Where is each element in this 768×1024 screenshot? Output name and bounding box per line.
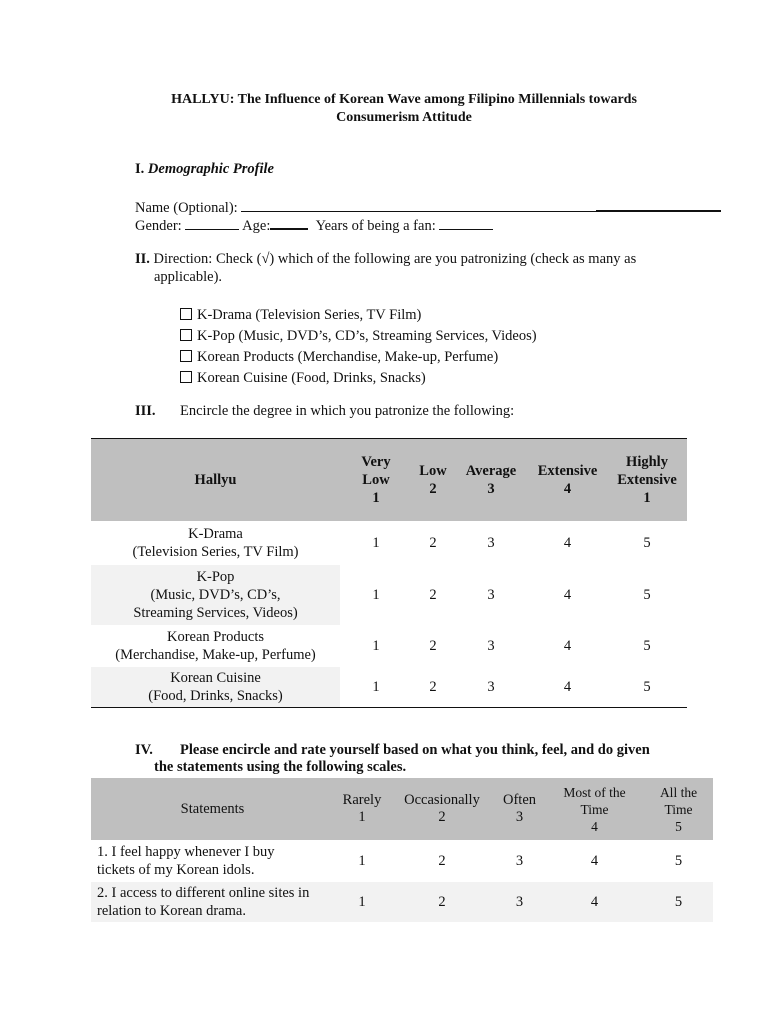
rating-cell[interactable]: 4: [563, 535, 572, 551]
rating-cell[interactable]: 3: [487, 638, 495, 654]
name-row: [135, 197, 721, 217]
checkbox-icon[interactable]: [180, 308, 192, 320]
statement-cell: 2. I access to different online sites in relation to Korean drama.: [91, 882, 334, 922]
header-hallyu: Hallyu: [91, 439, 340, 522]
rating-cell[interactable]: 3: [494, 882, 545, 922]
direction-line-1: Direction: Check (√) which of the following are you patronizing (check as many as: [153, 251, 637, 267]
rating-cell[interactable]: 3: [515, 853, 524, 869]
rating-cell[interactable]: 4: [590, 853, 599, 869]
rating-cell[interactable]: 3: [487, 587, 495, 603]
section-4-heading: [135, 742, 695, 776]
header-all-the-time: All the Time 5: [644, 778, 713, 840]
row-label: K-Pop (Music, DVD’s, CD’s, Streaming Services, Videos): [91, 565, 340, 625]
rating-cell[interactable]: 1: [372, 587, 380, 603]
checkbox-item[interactable]: [180, 326, 537, 347]
checkbox-item[interactable]: [180, 368, 537, 389]
table-row: [91, 882, 713, 922]
rating-cell[interactable]: 2: [429, 638, 437, 654]
rating-cell[interactable]: 5: [674, 853, 683, 869]
document-title: [100, 91, 708, 127]
rating-cell[interactable]: 1: [358, 853, 366, 869]
header-most-of-the-time: Most of the Time 4: [545, 778, 644, 840]
direction-line-2: applicable).: [154, 269, 223, 285]
row-label: Korean Products (Merchandise, Make-up, Perfume): [115, 629, 316, 663]
checkbox-label: K-Pop (Music, DVD’s, CD’s, Streaming Services, Videos): [197, 328, 537, 344]
section-4-number: IV.: [135, 742, 153, 758]
rating-cell[interactable]: 4: [563, 678, 572, 695]
rating-cell[interactable]: 4: [563, 638, 572, 654]
table-row: [91, 840, 713, 882]
rating-cell[interactable]: 5: [643, 535, 651, 551]
rating-cell[interactable]: 5: [643, 678, 651, 695]
header-average: Average 3: [454, 439, 528, 522]
name-field[interactable]: [241, 198, 596, 212]
rating-cell[interactable]: 5: [644, 882, 713, 922]
rating-cell[interactable]: 4: [563, 587, 572, 603]
rating-cell[interactable]: 5: [643, 638, 651, 654]
rating-cell[interactable]: 4: [545, 882, 644, 922]
rating-cell[interactable]: 3: [487, 535, 495, 551]
table-header-row: [91, 439, 687, 522]
title-line-1: HALLYU: The Influence of Korean Wave among Filipino Millennials towards: [171, 92, 637, 107]
section-3-number: III.: [135, 403, 156, 419]
header-occasionally: Occasionally 2: [390, 778, 494, 840]
rating-cell[interactable]: 2: [438, 853, 446, 869]
patronize-table: [91, 438, 687, 708]
rating-cell[interactable]: 5: [643, 587, 651, 603]
rating-cell[interactable]: 2: [390, 882, 494, 922]
header-extensive: Extensive 4: [528, 439, 607, 522]
header-low: Low 2: [412, 439, 454, 522]
row-label: K-Drama (Television Series, TV Film): [132, 526, 299, 560]
row-label: Korean Cuisine (Food, Drinks, Snacks): [91, 667, 340, 707]
header-statements: Statements: [91, 778, 334, 840]
rating-cell[interactable]: 2: [429, 678, 437, 695]
statement-cell: 1. I feel happy whenever I buy tickets of my Korean idols.: [97, 844, 275, 878]
rating-cell[interactable]: 2: [429, 535, 437, 551]
rating-cell[interactable]: 1: [372, 678, 380, 695]
section-4-line-1: Please encircle and rate yourself based on what you think, feel, and do given: [180, 742, 650, 758]
section-1-title: Demographic Profile: [147, 161, 274, 177]
title-line-2: Consumerism Attitude: [336, 110, 472, 125]
checkbox-list: [180, 305, 537, 389]
rating-cell[interactable]: 2: [429, 587, 437, 603]
section-3-heading: [135, 403, 514, 420]
rating-cell[interactable]: 1: [334, 882, 390, 922]
name-field-ext[interactable]: [596, 197, 721, 212]
table-row: [91, 625, 687, 667]
rating-table: [91, 778, 713, 922]
checkbox-icon[interactable]: [180, 329, 192, 341]
rating-cell[interactable]: 1: [372, 535, 380, 551]
years-field[interactable]: [439, 216, 493, 230]
section-4-line-2: the statements using the following scales.: [154, 759, 407, 775]
section-1-heading: [135, 161, 274, 178]
table-row: [91, 667, 687, 707]
checkbox-item[interactable]: [180, 305, 537, 326]
table-row: [91, 565, 687, 625]
years-label: Years of being a fan:: [315, 218, 436, 234]
header-highly-extensive: Highly Extensive 1: [607, 439, 687, 522]
checkbox-label: Korean Cuisine (Food, Drinks, Snacks): [197, 370, 426, 386]
age-field[interactable]: [270, 215, 308, 230]
header-very-low: Very Low 1: [340, 439, 412, 522]
age-label: Age:: [242, 218, 271, 234]
rating-cell[interactable]: 3: [487, 678, 495, 695]
section-2-number: II.: [135, 251, 150, 267]
rating-cell[interactable]: 1: [372, 638, 380, 654]
checkbox-icon[interactable]: [180, 371, 192, 383]
section-1-number: I.: [135, 161, 145, 177]
section-3-text: Encircle the degree in which you patronize the following:: [180, 403, 515, 419]
name-label: Name (Optional):: [135, 200, 238, 216]
table-row: [91, 521, 687, 565]
gender-label: Gender:: [135, 218, 182, 234]
table-header-row: [91, 778, 713, 840]
section-2-direction: [135, 250, 675, 286]
checkbox-label: K-Drama (Television Series, TV Film): [197, 307, 422, 323]
header-often: Often 3: [494, 778, 545, 840]
gender-row: [135, 215, 493, 235]
checkbox-label: Korean Products (Merchandise, Make-up, Perfume): [197, 349, 499, 365]
gender-field[interactable]: [185, 216, 239, 230]
header-rarely: Rarely 1: [334, 778, 390, 840]
checkbox-item[interactable]: [180, 347, 537, 368]
checkbox-icon[interactable]: [180, 350, 192, 362]
